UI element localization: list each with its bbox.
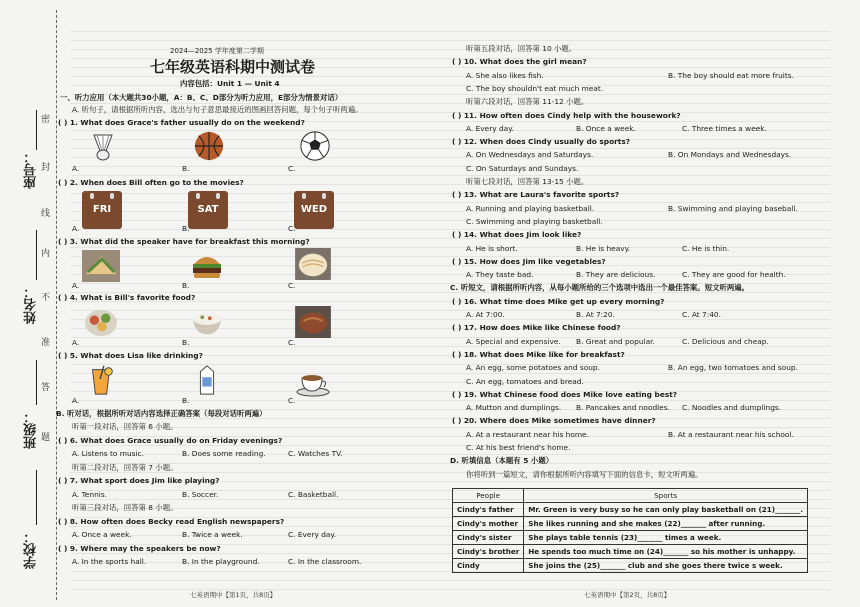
question: ( ) 18. What does Mike like for breakfast? bbox=[452, 349, 625, 359]
answer-option: B. Twice a week. bbox=[182, 530, 243, 539]
dialogue-instruction: 听第七段对话，回答第 13-15 小题。 bbox=[466, 177, 589, 186]
dialogue-instruction: 听第一段对话，回答第 6 小题。 bbox=[72, 422, 178, 431]
q2-option-b: B. bbox=[182, 224, 190, 233]
table-row bbox=[453, 545, 808, 559]
section-heading: C. 听短文，请根据所听内容，从每小题所给的三个选项中选出一个最佳答案。短文听两遍。 bbox=[450, 283, 750, 293]
answer-option: A. An egg, some potatoes and soup. bbox=[466, 363, 600, 373]
q3-option-a: A. bbox=[72, 281, 80, 290]
question: ( ) 7. What sport does Jim like playing? bbox=[58, 476, 220, 485]
sport-cell: She plays table tennis (23)_______ times a week. bbox=[524, 531, 808, 545]
seal-char: 内 bbox=[41, 249, 51, 259]
answer-option: C. On Saturdays and Sundays. bbox=[466, 163, 579, 173]
answer-option: A. He is short. bbox=[466, 243, 518, 253]
question: ( ) 8. How often does Becky read English newspapers? bbox=[58, 516, 285, 526]
dialogue-instruction: 你将听到一篇短文，请你根据所听内容填写下面的信息卡，短文听两遍。 bbox=[466, 469, 703, 479]
answer-option: A. She also likes fish. bbox=[466, 70, 544, 80]
seal-char: 题 bbox=[41, 433, 51, 443]
answer-option: C. Delicious and cheap. bbox=[682, 336, 769, 346]
q4-option-c: C. bbox=[288, 338, 296, 347]
answer-option: C. Watches TV. bbox=[288, 449, 343, 458]
answer-option: B. Once a week. bbox=[576, 123, 636, 133]
badminton-icon bbox=[84, 131, 122, 163]
part-a-instruction: A. 听句子，请根据所听内容，选出与句子意思最接近的图画回答问题，每个句子听两遍。 bbox=[72, 105, 363, 114]
exam-scope: 内容包括：Unit 1 — Unit 4 bbox=[180, 79, 280, 88]
part-one-heading: 一、听力应用（本大题共30小题，A：B、C、D部分为听力应用，E部分为情景对话） bbox=[60, 93, 343, 102]
table-row bbox=[453, 531, 808, 545]
answer-option: C. Basketball. bbox=[288, 489, 339, 499]
table-row bbox=[453, 559, 808, 573]
table-row bbox=[453, 503, 808, 517]
person-cell: Cindy's father bbox=[453, 503, 524, 517]
person-cell: Cindy bbox=[453, 559, 524, 573]
question-2: ( ) 2. When does Bill often go to the movies? bbox=[58, 178, 244, 187]
question-4: ( ) 4. What is Bill's favorite food? bbox=[58, 293, 196, 302]
soccer-ball-icon bbox=[296, 130, 334, 162]
answer-option: B. Pancakes and noodles. bbox=[576, 403, 670, 413]
answer-option: A. Once a week. bbox=[72, 530, 132, 539]
question: ( ) 17. How does Mike like Chinese food? bbox=[452, 323, 621, 333]
answer-option: C. Three times a week. bbox=[682, 123, 767, 133]
class-line bbox=[36, 360, 37, 405]
seal-char: 答 bbox=[41, 383, 51, 393]
q2-option-a: A. bbox=[72, 224, 80, 233]
answer-option: C. Every day. bbox=[288, 530, 337, 539]
answer-option: A. Special and expensive. bbox=[466, 336, 561, 346]
answer-option: B. They are delicious. bbox=[576, 270, 656, 280]
section-heading: D. 听填信息（本题有 5 小题） bbox=[450, 456, 554, 466]
question: ( ) 9. Where may the speakers be now? bbox=[58, 543, 221, 553]
sport-cell: He spends too much time on (24)_______ so his mother is unhappy. bbox=[524, 545, 808, 559]
calendar-wed-icon bbox=[294, 191, 334, 229]
name-line bbox=[36, 230, 37, 280]
calendar-fri-icon bbox=[82, 191, 122, 229]
q5-option-a: A. bbox=[72, 396, 80, 405]
question: ( ) 19. What Chinese food does Mike love eating best? bbox=[452, 389, 678, 399]
question-3: ( ) 3. What did the speaker have for breakfast this morning? bbox=[58, 237, 310, 246]
basketball-icon bbox=[190, 130, 228, 162]
q1-option-a: A. bbox=[72, 164, 80, 173]
sport-cell: Mr. Green is very busy so he can only play basketball on (21)_______. bbox=[524, 503, 808, 517]
answer-option: B. Great and popular. bbox=[576, 336, 655, 346]
answer-option: B. The boy should eat more fruits. bbox=[668, 70, 794, 80]
calendar-sat-icon bbox=[188, 191, 228, 229]
noodles-bowl-icon bbox=[294, 248, 332, 280]
answer-option: A. They taste bad. bbox=[466, 270, 534, 280]
dialogue-instruction: 听第二段对话，回答第 7 小题。 bbox=[72, 462, 178, 472]
q4-option-a: A. bbox=[72, 338, 80, 347]
info-card-table bbox=[452, 488, 808, 573]
tea-cup-icon bbox=[294, 366, 332, 398]
question: ( ) 14. What does Jim look like? bbox=[452, 230, 582, 240]
answer-option: A. At 7:00. bbox=[466, 310, 505, 319]
q3-option-b: B. bbox=[182, 281, 190, 290]
sandwich-icon bbox=[82, 250, 120, 282]
answer-option: A. On Wednesdays and Saturdays. bbox=[466, 150, 594, 160]
question-5: ( ) 5. What does Lisa like drinking? bbox=[58, 351, 203, 360]
dialogue-instruction: 听第六段对话，回答第 11-12 小题。 bbox=[466, 97, 589, 107]
binding-strip bbox=[0, 0, 60, 607]
answer-option: C. An egg, tomatoes and bread. bbox=[466, 376, 584, 386]
seat-label: 座号： bbox=[24, 150, 39, 189]
answer-option: B. At 7:20. bbox=[576, 310, 615, 319]
sport-cell: She likes running and she makes (22)_______ after running. bbox=[524, 517, 808, 531]
page-1-column bbox=[58, 0, 438, 607]
milk-carton-icon bbox=[188, 364, 226, 396]
answer-option: B. In the playground. bbox=[182, 557, 260, 566]
answer-option: C. They are good for health. bbox=[682, 270, 786, 280]
salad-icon bbox=[82, 306, 120, 338]
question: ( ) 20. Where does Mike sometimes have dinner? bbox=[452, 416, 656, 426]
seal-dotted-line bbox=[56, 10, 57, 600]
answer-option: B. At a restaurant near his school. bbox=[668, 429, 794, 439]
answer-option: C. Noodles and dumplings. bbox=[682, 403, 782, 413]
table-header: Sports bbox=[524, 489, 808, 503]
table-row bbox=[453, 517, 808, 531]
calendar-sat-text: SAT bbox=[197, 204, 219, 215]
question: ( ) 16. What time does Mike get up every morning? bbox=[452, 296, 665, 306]
q3-option-c: C. bbox=[288, 281, 296, 290]
answer-option: A. Every day. bbox=[466, 123, 514, 133]
table-header: People bbox=[453, 489, 524, 503]
answer-option: B. Soccer. bbox=[182, 489, 219, 499]
dialogue-instruction: 听第三段对话，回答第 8 小题。 bbox=[72, 503, 178, 512]
question: ( ) 12. When does Cindy usually do sports? bbox=[452, 137, 631, 147]
calendar-fri-text: FRI bbox=[92, 204, 112, 215]
q5-option-c: C. bbox=[288, 396, 296, 405]
answer-option: C. In the classroom. bbox=[288, 557, 362, 566]
answer-option: A. At a restaurant near his home. bbox=[466, 429, 589, 439]
question: ( ) 15. How does Jim like vegetables? bbox=[452, 256, 606, 266]
hamburger-icon bbox=[188, 250, 226, 282]
answer-option: B. He is heavy. bbox=[576, 243, 631, 253]
person-cell: Cindy's mother bbox=[453, 517, 524, 531]
answer-option: C. He is thin. bbox=[682, 243, 730, 253]
q4-option-b: B. bbox=[182, 338, 190, 347]
answer-option: C. The boy shouldn't eat much meat. bbox=[466, 83, 604, 93]
answer-option: A. Tennis. bbox=[72, 489, 108, 499]
school-label: 学校： bbox=[24, 530, 39, 569]
answer-option: B. An egg, two tomatoes and soup. bbox=[668, 363, 798, 373]
q1-option-b: B. bbox=[182, 164, 190, 173]
answer-option: C. Swimming and playing basketball. bbox=[466, 216, 603, 226]
school-line bbox=[36, 470, 37, 525]
answer-option: C. At his best friend's home. bbox=[466, 443, 571, 452]
meat-dish-icon bbox=[294, 306, 332, 338]
part-b-instruction: B. 听对话，根据所听对话内容选择正确答案（每段对话听两遍） bbox=[56, 409, 267, 418]
person-cell: Cindy's sister bbox=[453, 531, 524, 545]
juice-glass-icon bbox=[82, 364, 120, 396]
question: ( ) 11. How often does Cindy help with the housework? bbox=[452, 110, 681, 120]
answer-option: B. On Mondays and Wednesdays. bbox=[668, 150, 792, 160]
seal-char: 线 bbox=[41, 209, 51, 219]
person-cell: Cindy's brother bbox=[453, 545, 524, 559]
q5-option-b: B. bbox=[182, 396, 190, 405]
seal-char: 不 bbox=[41, 293, 51, 303]
seat-line bbox=[36, 110, 37, 150]
question: ( ) 10. What does the girl mean? bbox=[452, 57, 587, 67]
calendar-wed-text: WED bbox=[300, 204, 328, 215]
dialogue-instruction: 听第五段对话，回答第 10 小题。 bbox=[466, 44, 577, 53]
exam-title: 七年级英语科期中测试卷 bbox=[150, 58, 316, 76]
seal-char: 密 bbox=[41, 115, 51, 125]
page-footer-2: 七英语期中【第2页，共8页】 bbox=[584, 591, 671, 599]
question: ( ) 6. What does Grace usually do on Friday evenings? bbox=[58, 435, 283, 445]
question-1: ( ) 1. What does Grace's father usually do on the weekend? bbox=[58, 118, 305, 127]
q1-option-c: C. bbox=[288, 164, 296, 173]
page-2-column bbox=[452, 0, 852, 607]
class-label: 班级： bbox=[24, 410, 39, 449]
seal-char: 准 bbox=[41, 338, 51, 348]
q2-option-c: C. bbox=[288, 224, 296, 233]
answer-option: A. In the sports hall. bbox=[72, 557, 147, 566]
answer-option: C. At 7:40. bbox=[682, 310, 721, 319]
question: ( ) 13. What are Laura's favorite sports? bbox=[452, 190, 620, 200]
answer-option: A. Running and playing basketball. bbox=[466, 203, 595, 213]
school-year: 2024—2025 学年度第二学期 bbox=[170, 47, 264, 55]
seal-char: 封 bbox=[41, 163, 51, 173]
answer-option: A. Listens to music. bbox=[72, 449, 144, 458]
answer-option: A. Mutton and dumplings. bbox=[466, 403, 562, 413]
sport-cell: She joins the (25)_______ club and she goes there twice s week. bbox=[524, 559, 808, 573]
name-label: 姓名： bbox=[24, 285, 39, 324]
answer-option: B. Swimming and playing baseball. bbox=[668, 203, 798, 213]
page-footer-1: 七英语期中【第1页，共8页】 bbox=[190, 591, 277, 599]
rice-bowl-icon bbox=[188, 306, 226, 338]
answer-option: B. Does some reading. bbox=[182, 449, 266, 458]
